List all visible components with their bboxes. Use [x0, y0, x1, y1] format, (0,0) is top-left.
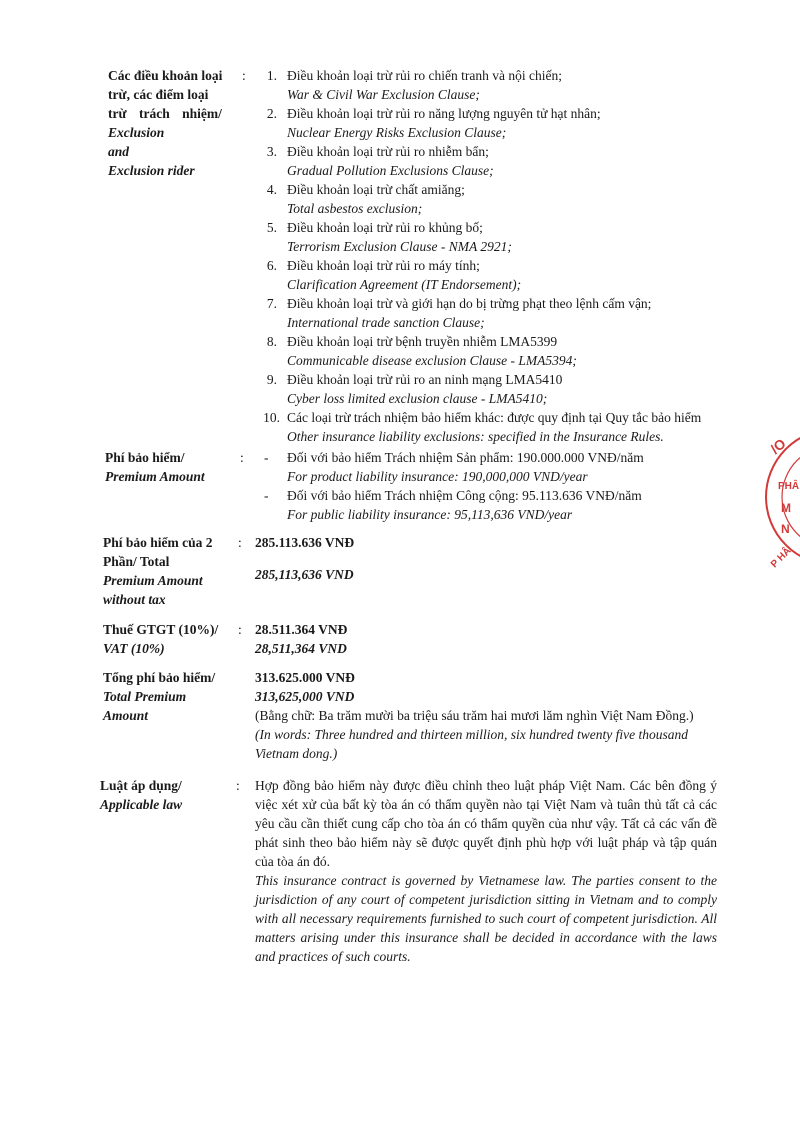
label-line-en: Exclusion and: [108, 125, 165, 159]
item-number: 7.: [266, 296, 277, 311]
colon: :: [238, 535, 242, 550]
item-number: 10.: [263, 410, 280, 425]
label-line: trừ, các điểm loại: [108, 87, 209, 102]
item-text-en: International trade sanction Clause;: [287, 315, 485, 330]
label-line-en: Exclusion rider: [108, 163, 195, 178]
item-text-en: Clarification Agreement (IT Endorsement);: [287, 277, 522, 292]
total-two-label: [103, 533, 213, 609]
item-number: 6.: [266, 258, 277, 273]
item-text-en: Terrorism Exclusion Clause - NMA 2921;: [287, 239, 512, 254]
colon: :: [238, 622, 242, 637]
premium-item-vi: Đối với bảo hiểm Trách nhiệm Công cộng: 95.113.636 VNĐ/năm: [287, 488, 642, 503]
label-line: Phần/ Total: [103, 554, 170, 569]
company-stamp-fragment: [762, 415, 800, 580]
label-word: Các điều khoản loại: [108, 68, 223, 83]
total-label-vi: Tổng phí bảo hiểm/: [103, 670, 216, 685]
premium-item-en: For product liability insurance: 190,000,000 VND/year: [287, 469, 588, 484]
bullet-dash: -: [264, 488, 269, 503]
item-number: 4.: [266, 182, 277, 197]
item-text-en: Communicable disease exclusion Clause - LMA5394;: [287, 353, 577, 368]
item-text-en: Nuclear Energy Risks Exclusion Clause;: [287, 125, 507, 140]
total-label: [103, 668, 215, 725]
item-number: 9.: [266, 372, 277, 387]
stamp-graphic: [762, 415, 800, 580]
label-line: Phí bảo hiểm của 2: [103, 535, 213, 550]
stamp-text: P HÂ: [768, 545, 794, 571]
colon: :: [240, 450, 244, 465]
law-text-en: This insurance contract is governed by Vietnamese law. The parties consent to the jurisdiction of any court of competent jurisdiction sitting in Vietnam and to comply with all necessary requirements furnished to such court of competent jurisdiction. All matters arising under this insurance shall be decided in accordance with the laws and practices of such courts.: [255, 873, 717, 964]
item-text-vi: Điều khoản loại trừ và giới hạn do bị trừng phạt theo lệnh cấm vận;: [287, 296, 652, 311]
stamp-text: PHÂ: [778, 481, 800, 492]
premium-label-vi: Phí bảo hiểm/: [105, 450, 185, 465]
law-label-en: Applicable law: [100, 797, 183, 812]
total-two-value-en: 285,113,636 VND: [255, 567, 354, 582]
premium-label: [105, 448, 205, 486]
law-label: [100, 776, 182, 814]
colon: :: [236, 778, 240, 793]
item-number: 5.: [266, 220, 277, 235]
item-text-en: Total asbestos exclusion;: [287, 201, 423, 216]
premium-item-en: For public liability insurance: 95,113,636 VND/year: [287, 507, 573, 522]
item-text-vi: Điều khoản loại trừ bệnh truyền nhiễm LMA5399: [287, 334, 558, 349]
bullet-dash: -: [264, 450, 269, 465]
item-text-en: Cyber loss limited exclusion clause - LMA5410;: [287, 391, 548, 406]
vat-label-vi: Thuế GTGT (10%)/: [103, 622, 219, 637]
item-number: 2.: [266, 106, 277, 121]
item-text-vi: Điều khoản loại trừ rủi ro máy tính;: [287, 258, 480, 273]
item-text-vi: Điều khoản loại trừ rủi ro năng lượng nguyên tử hạt nhân;: [287, 106, 601, 121]
item-text-en: Other insurance liability exclusions: specified in the Insurance Rules.: [287, 429, 664, 444]
total-words-en: (In words: Three hundred and thirteen million, six hundred twenty five thousand Vietnam dong.): [255, 727, 688, 761]
total-value-vi: 313.625.000 VNĐ: [255, 670, 355, 685]
item-text-vi: Điều khoản loại trừ rủi ro chiến tranh và nội chiến;: [287, 68, 562, 83]
item-text-en: War & Civil War Exclusion Clause;: [287, 87, 480, 102]
total-value-en: 313,625,000 VND: [255, 689, 355, 704]
vat-value-en: 28,511,364 VND: [255, 641, 347, 656]
item-text-vi: Điều khoản loại trừ rủi ro khủng bố;: [287, 220, 483, 235]
item-text-vi: Điều khoản loại trừ chất amiăng;: [287, 182, 465, 197]
total-two-value-vi: 285.113.636 VNĐ: [255, 535, 355, 550]
item-number: 3.: [266, 144, 277, 159]
stamp-text: /O: [767, 435, 789, 457]
vat-label: [103, 620, 218, 658]
item-text-vi: Điều khoản loại trừ rủi ro an ninh mạng LMA5410: [287, 372, 563, 387]
total-label-en: Total Premium: [103, 689, 187, 704]
vat-value-vi: 28.511.364 VNĐ: [255, 622, 348, 637]
item-text-vi: Điều khoản loại trừ rủi ro nhiễm bẩn;: [287, 144, 489, 159]
total-words-vi: (Bằng chữ: Ba trăm mười ba triệu sáu trăm hai mươi lăm nghìn Việt Nam Đồng.): [255, 708, 694, 723]
colon: :: [242, 68, 246, 83]
item-text-vi: Các loại trừ trách nhiệm bảo hiểm khác: được quy định tại Quy tắc bảo hiểm: [287, 410, 702, 425]
label-line: trừ trách nhiệm/: [108, 106, 222, 121]
stamp-text: M: [781, 501, 791, 515]
label-line-en: without tax: [103, 592, 166, 607]
vat-label-en: VAT (10%): [103, 641, 165, 656]
law-label-vi: Luật áp dụng/: [100, 778, 182, 793]
law-text-vi: Hợp đồng bảo hiểm này được điều chỉnh theo luật pháp Việt Nam. Các bên đồng ý việc xét xử của bất kỳ tòa án có thẩm quyền nào tại Việt Nam và tuân thủ tất cả các yêu cầu cần thiết cung cấp cho tòa án có thẩm quyền của như vậy. Tất cả các vấn đề phát sinh theo bảo hiểm này sẽ được quyết định phù hợp với luật pháp và tập quán của tòa án đó.: [255, 778, 717, 869]
item-number: 8.: [266, 334, 277, 349]
item-text-en: Gradual Pollution Exclusions Clause;: [287, 163, 494, 178]
exclusions-label: [108, 66, 230, 180]
item-number: 1.: [266, 68, 277, 83]
total-label-en: Amount: [103, 708, 149, 723]
premium-label-en: Premium Amount: [105, 469, 205, 484]
label-line-en: Premium Amount: [103, 573, 203, 588]
stamp-text: N: [781, 522, 790, 536]
premium-item-vi: Đối với bảo hiểm Trách nhiệm Sản phẩm: 190.000.000 VNĐ/năm: [287, 450, 644, 465]
